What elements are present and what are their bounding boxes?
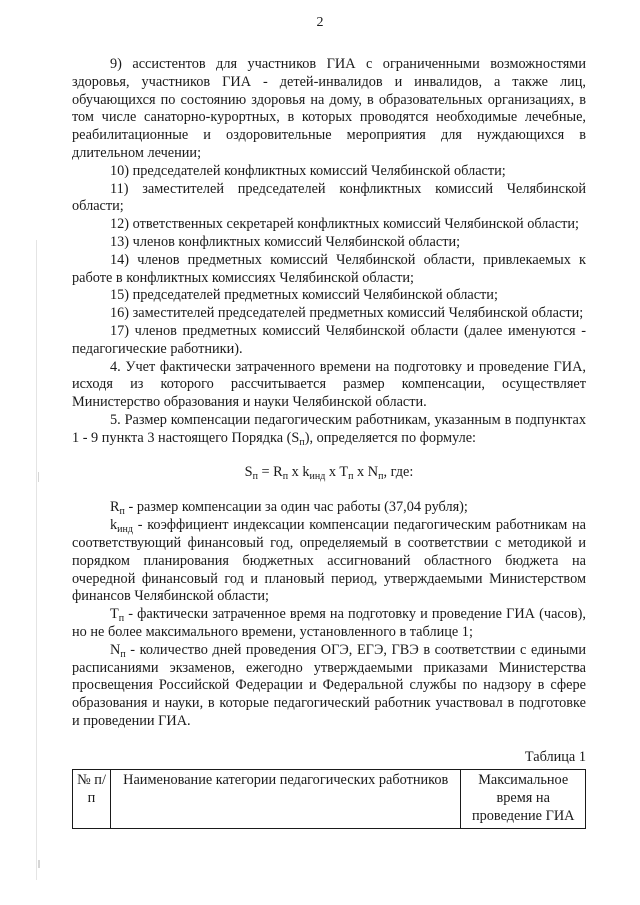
list-item-17: 17) членов предметных комиссий Челябинской области (далее именуются - педагогические работники). bbox=[72, 322, 586, 357]
formula-s-sub: п bbox=[252, 470, 258, 482]
definition-t-sub: п bbox=[118, 613, 125, 625]
list-item-10: 10) председателей конфликтных комиссий Челябинской области; bbox=[110, 162, 506, 179]
definition-r-text: - размер компенсации за один час работы (37,04 рубля); bbox=[124, 499, 468, 516]
section-5-subscript: п bbox=[299, 436, 305, 448]
formula-eq: = R bbox=[257, 463, 283, 480]
formula-x2: x T bbox=[325, 463, 349, 480]
table-caption: Таблица 1 bbox=[524, 748, 586, 765]
section-4-paragraph: 4. Учет фактически затраченного времени на подготовку и проведение ГИА, исходя из которого рассчитывается размер компенсации, осуществляет Министерство образования и науки Челябинской области. bbox=[72, 358, 586, 411]
formula-tail: , где: bbox=[383, 463, 414, 480]
definition-n-sub: п bbox=[120, 648, 126, 660]
formula-k-sub: инд bbox=[309, 470, 326, 482]
formula-t-sub: п bbox=[348, 470, 354, 482]
definition-t bbox=[72, 606, 586, 642]
definition-r-letter: R bbox=[110, 499, 120, 516]
definition-k-text: - коэффициент индексации компенсации педагогическим работникам на соответствующий финансовый год, определяемый в соответствии с методикой и порядком планирования бюджетных ассигнований областного бюджета на очередной финансовый год и плановый период, утверждаемыми Министерством финансов Челябинской области; bbox=[72, 517, 586, 605]
scan-artifact bbox=[38, 860, 40, 868]
formula-n-sub: п bbox=[378, 470, 384, 482]
section-5-text-b: ), определяется по формуле: bbox=[304, 429, 477, 446]
definition-n-text: - количество дней проведения ОГЭ, ЕГЭ, ГВЭ в соответствии с едиными расписаниями экзаменов, ежегодно утверждаемыми приказами Министерства просвещения Российской Федерации и Федеральной службы по надзору в сфере образования и науки, в которые педагогический работник участвовал в подготовке и проведении ГИА. bbox=[72, 641, 586, 729]
section-5-paragraph bbox=[72, 412, 586, 448]
header-max-time: Максимальное время на проведение ГИА bbox=[461, 770, 586, 828]
definition-k-sub: инд bbox=[117, 524, 133, 536]
list-item-9: 9) ассистентов для участников ГИА с ограниченными возможностями здоровья, участников ГИА - детей-инвалидов и инвалидов, а также лиц, обучающихся по состоянию здоровья на дому, в образовательных организациях, в том числе санаторно-курортных, в которых проводятся необходимые лечебные, реабилитационные и оздоровительные мероприятия для нуждающихся в длительном лечении; bbox=[72, 56, 586, 161]
header-number: № п/п bbox=[73, 770, 111, 828]
scan-margin-line bbox=[36, 240, 37, 880]
formula-x1: x k bbox=[288, 463, 310, 480]
section-5-text-a: 5. Размер компенсации педагогическим работникам, указанным в подпунктах 1 - 9 пункта 3 настоящего Порядка (S bbox=[72, 411, 586, 446]
definition-n-letter: N bbox=[110, 641, 121, 658]
document-body bbox=[72, 56, 586, 829]
list-item-13: 13) членов конфликтных комиссий Челябинской области; bbox=[110, 233, 461, 250]
list-item-16: 16) заместителей председателей предметных комиссий Челябинской области; bbox=[110, 305, 584, 322]
definition-r-sub: п bbox=[119, 506, 125, 518]
list-item-11: 11) заместителей председателей конфликтных комиссий Челябинской области; bbox=[72, 180, 586, 215]
list-item-12: 12) ответственных секретарей конфликтных комиссий Челябинской области; bbox=[110, 216, 579, 233]
list-item-14: 14) членов предметных комиссий Челябинской области, привлекаемых к работе в конфликтных комиссиях Челябинской области; bbox=[72, 251, 586, 286]
formula-x3: x N bbox=[353, 463, 379, 480]
scan-artifact bbox=[38, 472, 39, 482]
header-category: Наименование категории педагогических работников bbox=[111, 770, 461, 828]
table-header-row bbox=[73, 770, 586, 828]
definition-k bbox=[72, 517, 586, 606]
formula-r-sub: п bbox=[282, 470, 289, 482]
page-number: 2 bbox=[316, 15, 324, 30]
list-item-15: 15) председателей предметных комиссий Челябинской области; bbox=[110, 287, 498, 304]
definition-t-text: - фактически затраченное время на подготовку и проведение ГИА (часов), но не более максимального времени, установленного в таблице 1; bbox=[72, 606, 586, 640]
definition-t-letter: T bbox=[110, 606, 119, 623]
compensation-formula bbox=[72, 464, 586, 482]
definition-n bbox=[72, 642, 586, 731]
definition-k-letter: k bbox=[110, 517, 118, 534]
definition-r bbox=[72, 499, 586, 517]
compensation-table bbox=[72, 769, 586, 828]
formula-s: S bbox=[244, 463, 253, 480]
